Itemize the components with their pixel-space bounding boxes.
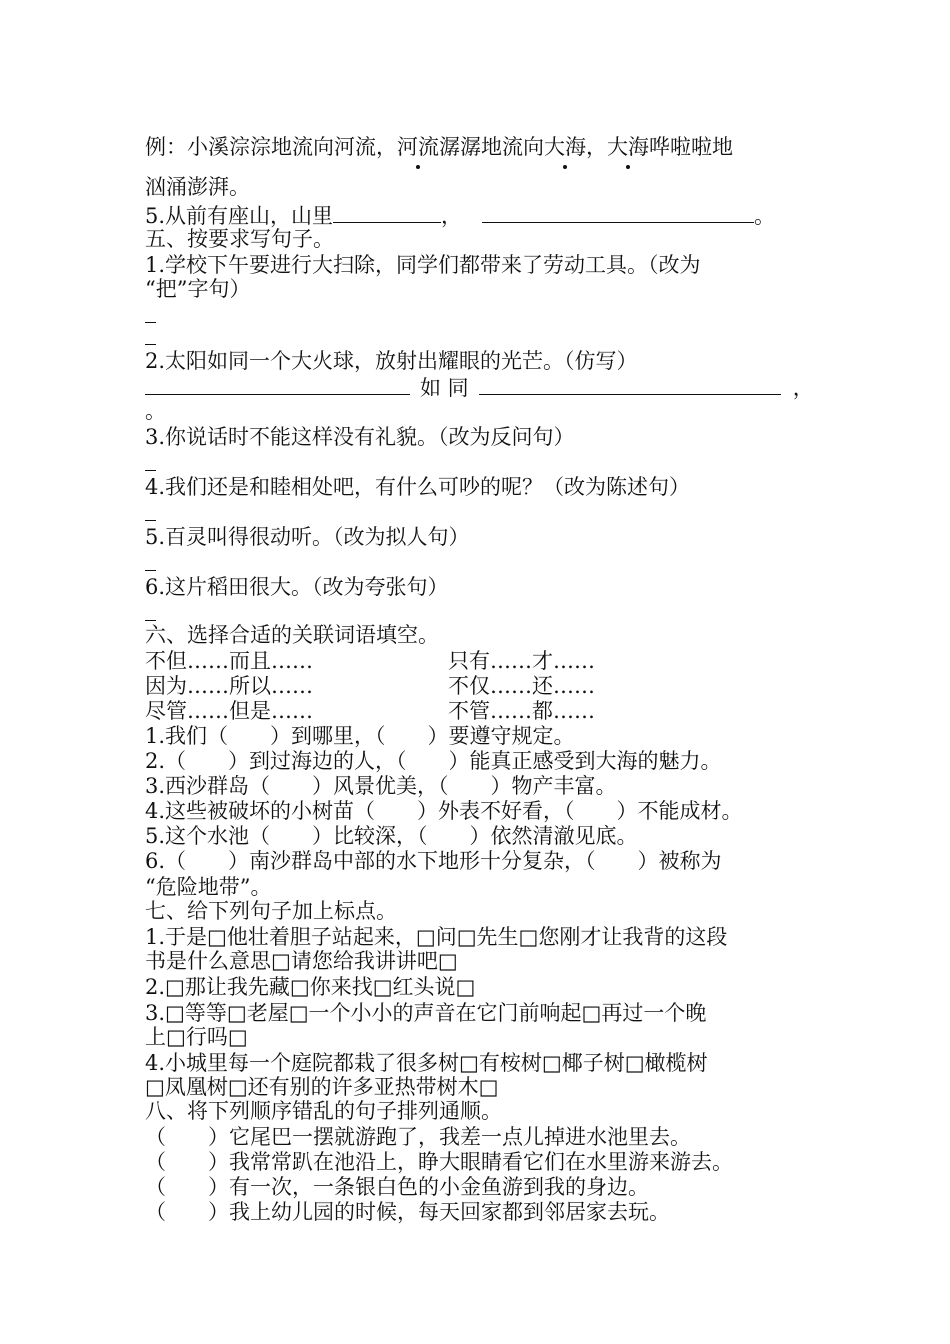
s5-question-2: 2.太阳如同一个大火球，放射出耀眼的光芒。（仿写） — [145, 349, 638, 373]
s5-question-1: 1.学校下午要进行大扫除，同学们都带来了劳动工具。（改为 — [145, 253, 701, 277]
answer-line-mark[interactable] — [145, 344, 156, 345]
example-text: 哗啦啦地 — [649, 135, 733, 159]
s7-line[interactable]: 书是什么意思□请您给我讲讲吧□ — [145, 949, 458, 973]
s7-line[interactable]: 上□行吗□ — [145, 1025, 248, 1049]
s5-question-2-imitate — [145, 374, 814, 401]
section-7-title: 七、给下列句子加上标点。 — [145, 899, 397, 923]
question-text: ， — [792, 376, 814, 400]
answer-line-mark[interactable] — [145, 470, 156, 471]
example-text: 例：小溪淙淙地流向河流， — [145, 135, 397, 159]
question-text: 如 同 — [420, 376, 469, 400]
s5-question-1-cont: “把”字句） — [145, 277, 251, 301]
s8-item[interactable]: （ ）我上幼儿园的时候，每天回家都到邻居家去玩。 — [145, 1200, 670, 1224]
s7-line[interactable]: 4.小城里每一个庭院都栽了很多树□有桉树□椰子树□橄榄树 — [145, 1051, 708, 1075]
conjunction-row — [145, 648, 595, 674]
s5-question-6: 6.这片稻田很大。（改为夸张句） — [145, 575, 449, 599]
answer-line-mark[interactable] — [145, 620, 156, 621]
answer-line-mark[interactable] — [145, 322, 156, 323]
s7-line[interactable]: 2.□那让我先藏□你来找□红头说□ — [145, 975, 476, 999]
answer-blank[interactable] — [482, 202, 754, 223]
conjunction-option: 不管……都…… — [448, 699, 595, 723]
s5-question-2-end: 。 — [145, 399, 166, 423]
conjunction-row — [145, 673, 595, 699]
answer-blank[interactable] — [333, 202, 441, 223]
example-text: 潺潺地流向 — [439, 135, 544, 159]
question-text: ， — [441, 204, 463, 228]
answer-blank[interactable] — [145, 374, 410, 395]
s6-item-6-cont: “危险地带”。 — [145, 875, 272, 899]
s8-item[interactable]: （ ）它尾巴一摆就游跑了，我差一点儿掉进水池里去。 — [145, 1125, 691, 1149]
s5-question-3: 3.你说话时不能这样没有礼貌。（改为反问句） — [145, 425, 575, 449]
s7-line[interactable]: □凤凰树□还有别的许多亚热带树木□ — [145, 1075, 499, 1099]
section-8-title: 八、将下列顺序错乱的句子排列通顺。 — [145, 1099, 502, 1123]
conjunction-option: 不仅……还…… — [448, 674, 595, 698]
conjunction-option: 不但……而且…… — [145, 649, 313, 673]
section-5-title: 五、按要求写句子。 — [145, 227, 334, 251]
conjunction-option: 尽管……但是…… — [145, 699, 313, 723]
answer-blank[interactable] — [479, 374, 781, 395]
s7-line[interactable]: 1.于是□他壮着胆子站起来，□问□先生□您刚才让我背的这段 — [145, 925, 728, 949]
s8-item[interactable]: （ ）有一次，一条银白色的小金鱼游到我的身边。 — [145, 1175, 649, 1199]
conjunction-row — [145, 698, 595, 724]
example-line-2: 汹涌澎湃。 — [145, 175, 250, 199]
s5-question-5: 5.百灵叫得很动听。（改为拟人句） — [145, 525, 470, 549]
emphasis-dot-word: 河流 — [397, 135, 439, 159]
s6-item-6[interactable]: 6.（ ）南沙群岛中部的水下地形十分复杂，（ ）被称为 — [145, 849, 722, 873]
s6-item-2[interactable]: 2.（ ）到过海边的人，（ ）能真正感受到大海的魅力。 — [145, 749, 722, 773]
answer-line-mark[interactable] — [145, 520, 156, 521]
section-6-title: 六、选择合适的关联词语填空。 — [145, 623, 439, 647]
question-5-mountain — [145, 202, 775, 229]
example-text: ， — [586, 135, 607, 159]
s5-question-4: 4.我们还是和睦相处吧，有什么可吵的呢？（改为陈述句） — [145, 475, 691, 499]
answer-line-mark[interactable] — [145, 570, 156, 571]
s8-item[interactable]: （ ）我常常趴在池沿上，睁大眼睛看它们在水里游来游去。 — [145, 1150, 733, 1174]
s6-item-3[interactable]: 3.西沙群岛（ ）风景优美，（ ）物产丰富。 — [145, 774, 617, 798]
s6-item-1[interactable]: 1.我们（ ）到哪里，（ ）要遵守规定。 — [145, 724, 575, 748]
s7-line[interactable]: 3.□等等□老屋□一个小小的声音在它门前响起□再过一个晚 — [145, 1001, 707, 1025]
s6-item-4[interactable]: 4.这些被破坏的小树苗（ ）外表不好看，（ ）不能成材。 — [145, 799, 743, 823]
example-line-1 — [145, 134, 733, 160]
emphasis-dot-word: 大海 — [544, 135, 586, 159]
question-text: 5.从前有座山，山里 — [145, 204, 334, 228]
conjunction-option: 只有……才…… — [448, 649, 595, 673]
conjunction-option: 因为……所以…… — [145, 674, 313, 698]
s6-item-5[interactable]: 5.这个水池（ ）比较深，（ ）依然清澈见底。 — [145, 824, 638, 848]
question-text: 。 — [754, 204, 776, 228]
emphasis-dot-word: 大海 — [607, 135, 649, 159]
